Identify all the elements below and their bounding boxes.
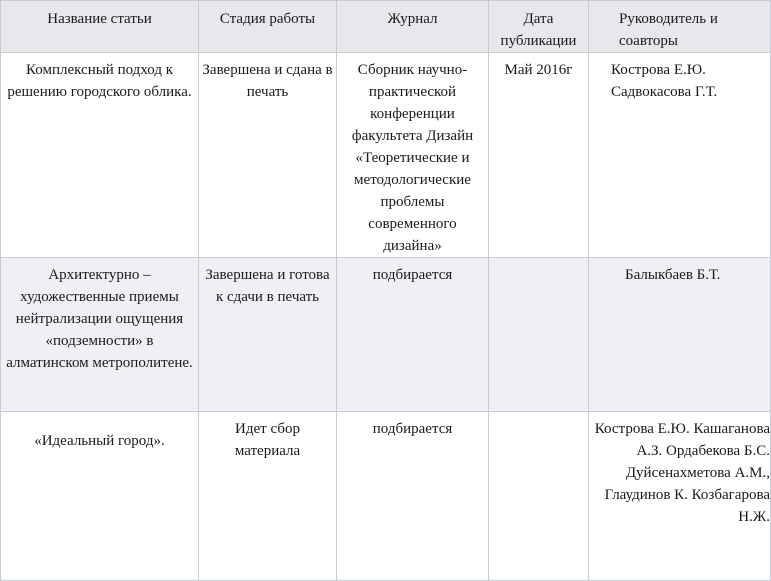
cell-stage: Идет сбор материала <box>199 412 337 581</box>
header-journal: Журнал <box>337 1 489 53</box>
table-row <box>1 258 771 412</box>
cell-article-title: Архитектурно – художественные приемы нейтрализации ощущения «подземности» в алматинском метрополитене. <box>1 258 199 412</box>
cell-supervisor: Балыкбаев Б.Т. <box>589 258 771 412</box>
header-publication-date: Дата публикации <box>489 1 589 53</box>
cell-article-title: Комплексный подход к решению городского облика. <box>1 53 199 258</box>
cell-article-title: «Идеальный город». <box>1 412 199 581</box>
cell-stage: Завершена и готова к сдачи в печать <box>199 258 337 412</box>
cell-supervisor: Кострова Е.Ю. Садвокасова Г.Т. <box>589 53 771 258</box>
cell-stage: Завершена и сдана в печать <box>199 53 337 258</box>
table-row <box>1 412 771 581</box>
header-article-title: Название статьи <box>1 1 199 53</box>
cell-supervisor: Кострова Е.Ю. Кашаганова А.З. Ордабекова Б.С. Дуйсенахметова А.М., Глаудинов К. Козбагарова Н.Ж. <box>589 412 771 581</box>
header-stage: Стадия работы <box>199 1 337 53</box>
cell-publication-date: Май 2016г <box>489 53 589 258</box>
table-header-row <box>1 1 771 53</box>
cell-journal: подбирается <box>337 258 489 412</box>
cell-publication-date <box>489 258 589 412</box>
cell-journal: подбирается <box>337 412 489 581</box>
cell-publication-date <box>489 412 589 581</box>
cell-journal: Сборник научно-практической конференции факультета Дизайн «Теоретические и методологические проблемы современного дизайна» <box>337 53 489 258</box>
header-supervisor: Руководитель и соавторы <box>589 1 771 53</box>
table-row <box>1 53 771 258</box>
